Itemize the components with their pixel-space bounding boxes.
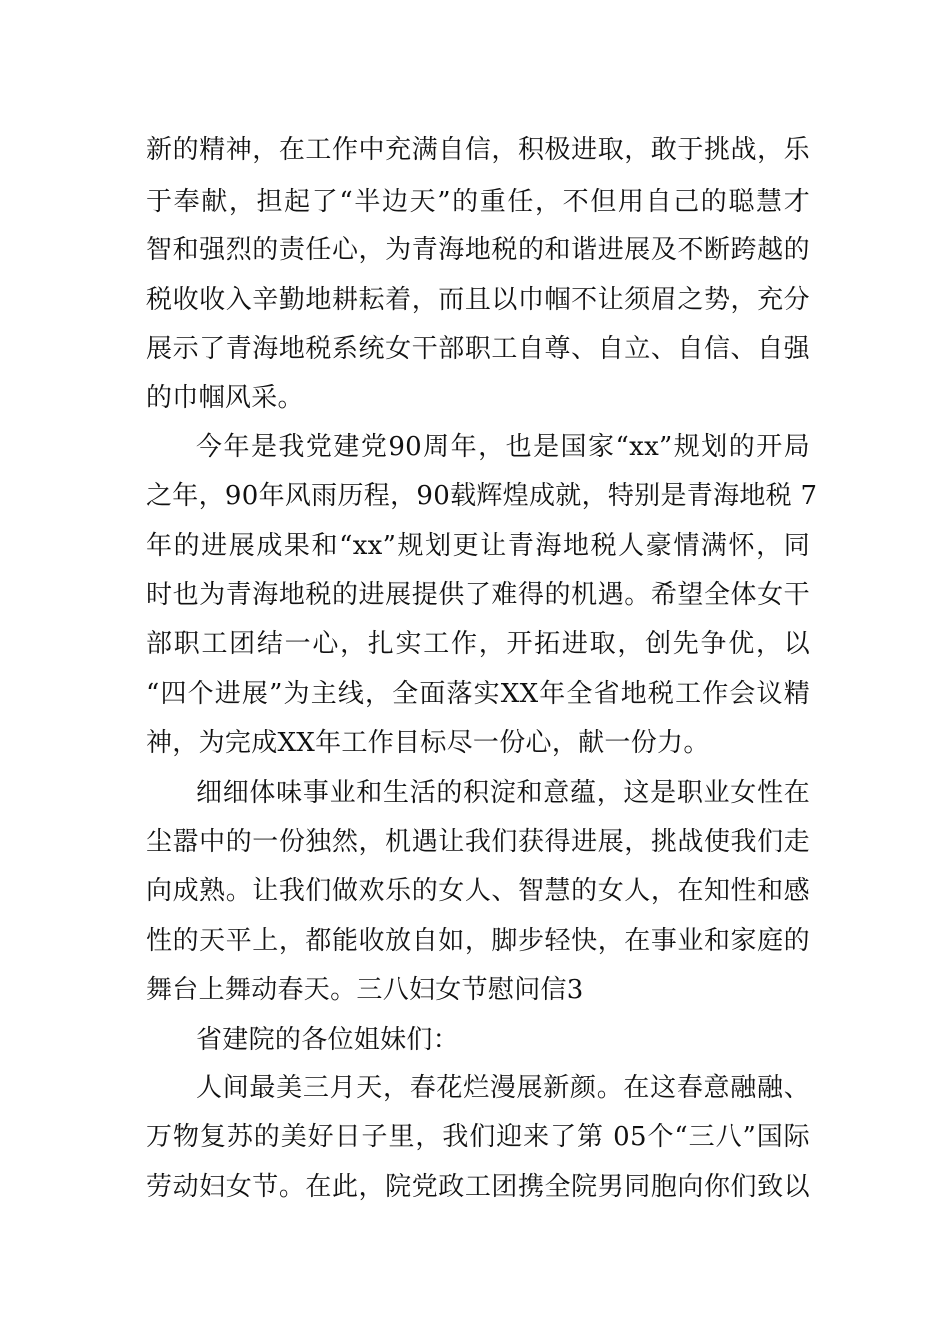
text-line: 于奉献，担起了“半边天”的重任，不但用自己的聪慧才	[146, 187, 810, 217]
text-line: 性的天平上，都能收放自如，脚步轻快，在事业和家庭的	[146, 926, 810, 956]
text-line: 舞台上舞动春天。三八妇女节慰问信3	[146, 975, 584, 1005]
text-line: 万物复苏的美好日子里，我们迎来了第 05个“三八”国际	[146, 1122, 810, 1152]
text-line: 神，为完成XX年工作目标尽一份心，献一份力。	[146, 728, 710, 758]
salutation: 省建院的各位姐妹们：	[196, 1025, 460, 1055]
text-line: 新的精神，在工作中充满自信，积极进取，敢于挑战，乐	[146, 135, 810, 165]
text-line: 人间最美三月天，春花烂漫展新颜。在这春意融融、	[196, 1073, 810, 1103]
text-line: 向成熟。让我们做欢乐的女人、智慧的女人，在知性和感	[146, 876, 810, 906]
text-line: 的巾帼风采。	[146, 383, 304, 413]
text-line: 尘嚣中的一份独然，机遇让我们获得进展，挑战使我们走	[146, 827, 810, 857]
text-line: 智和强烈的责任心，为青海地税的和谐进展及不断跨越的	[146, 235, 810, 265]
text-line: 税收收入辛勤地耕耘着，而且以巾帼不让须眉之势，充分	[146, 285, 810, 315]
text-line: 年的进展成果和“xx”规划更让青海地税人豪情满怀，同	[146, 531, 810, 561]
text-line: “四个进展”为主线，全面落实XX年全省地税工作会议精	[146, 679, 810, 709]
text-line: 时也为青海地税的进展提供了难得的机遇。希望全体女干	[146, 580, 810, 610]
text-line: 部职工团结一心，扎实工作，开拓进取，创先争优，以	[146, 629, 810, 659]
text-line: 之年，90年风雨历程，90载辉煌成就，特别是青海地税 7	[146, 481, 818, 511]
text-line: 劳动妇女节。在此，院党政工团携全院男同胞向你们致以	[146, 1172, 810, 1202]
text-line: 今年是我党建党90周年，也是国家“xx”规划的开局	[196, 432, 810, 462]
text-line: 展示了青海地税系统女干部职工自尊、自立、自信、自强	[146, 334, 810, 364]
text-line: 细细体味事业和生活的积淀和意蕴，这是职业女性在	[196, 778, 810, 808]
